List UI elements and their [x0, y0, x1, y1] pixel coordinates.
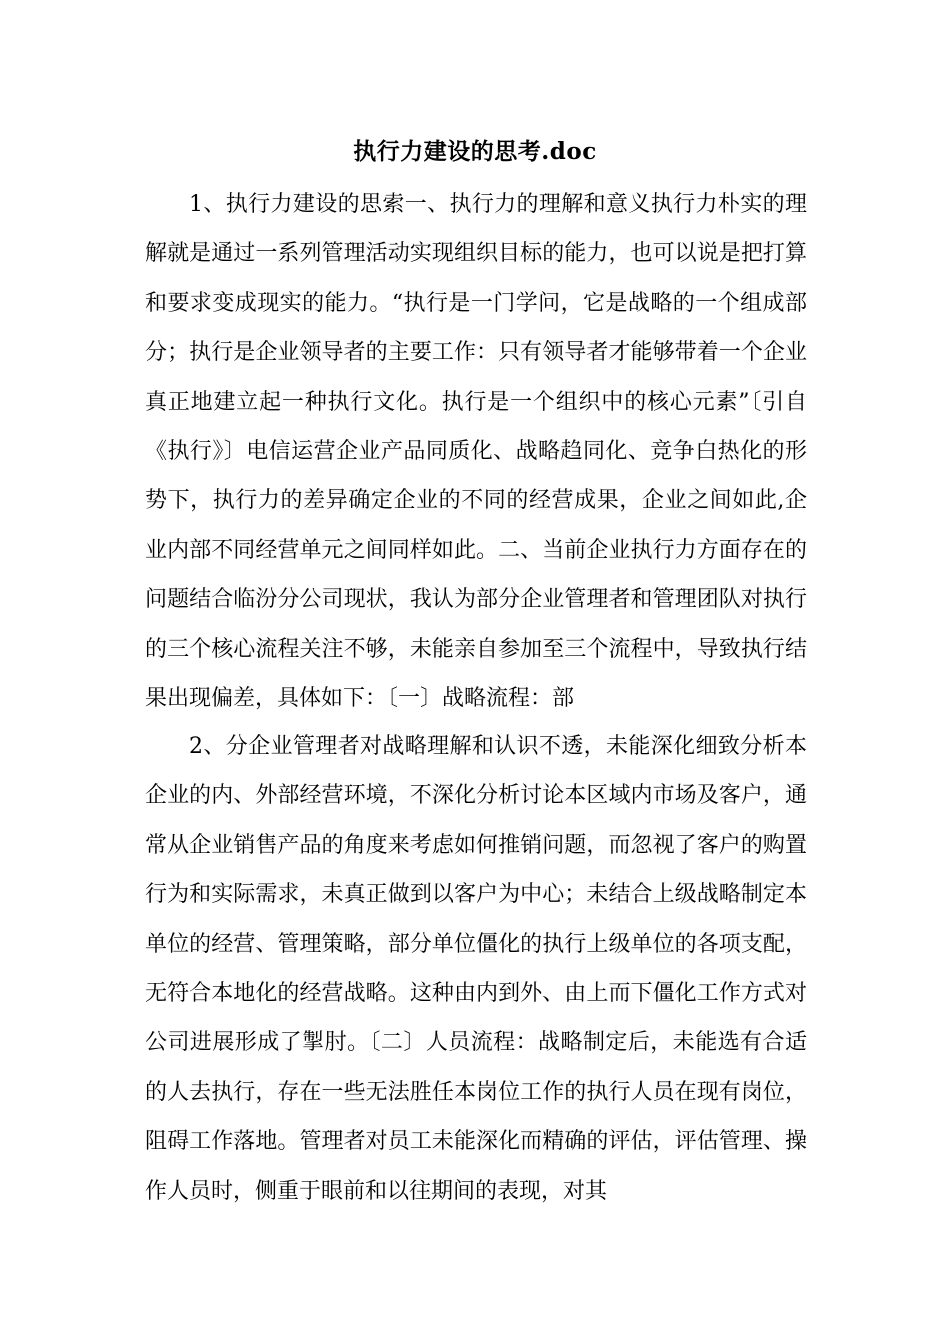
document-title: 执行力建设的思考.doc	[353, 138, 597, 165]
paragraph-1-text: 1、执行力建设的思索一、执行力的理解和意义执行力朴实的理解就是通过一系列管理活动实现组织目标的能力，也可以说是把打算和要求变成现实的能力。“执行是一门学问，它是战略的一个组成部分；执行是企业领导者的主要工作：只有领导者才能够带着一个企业真正地建立起一种执行文化。执行是一个组织中的核心元素”〔引自《执行》〕电信运营企业产品同质化、战略趋同化、竞争白热化的形势下，执行力的差异确定企业的不同的经营成果，企业之间如此,企业内部不同经营单元之间同样如此。二、当前企业执行力方面存在的问题结合临汾分公司现状，我认为部分企业管理者和管理团队对执行的三个核心流程关注不够，未能亲自参加至三个流程中，导致执行结果出现偏差，具体如下：〔一〕战略流程：部	[145, 192, 807, 712]
paragraph-1	[145, 180, 807, 723]
paragraph-2	[145, 722, 807, 1216]
paragraph-2-text: 2、分企业管理者对战略理解和认识不透，未能深化细致分析本企业的内、外部经营环境，不深化分析讨论本区域内市场及客户，通常从企业销售产品的角度来考虑如何推销问题，而忽视了客户的购置行为和实际需求，未真正做到以客户为中心；未结合上级战略制定本单位的经营、管理策略，部分单位僵化的执行上级单位的各项支配，无符合本地化的经营战略。这种由内到外、由上而下僵化工作方式对公司进展形成了掣肘。〔二〕人员流程：战略制定后，未能选有合适的人去执行，存在一些无法胜任本岗位工作的执行人员在现有岗位，阻碍工作落地。管理者对员工未能深化而精确的评估，评估管理、操作人员时，侧重于眼前和以往期间的表现，对其	[145, 734, 807, 1204]
